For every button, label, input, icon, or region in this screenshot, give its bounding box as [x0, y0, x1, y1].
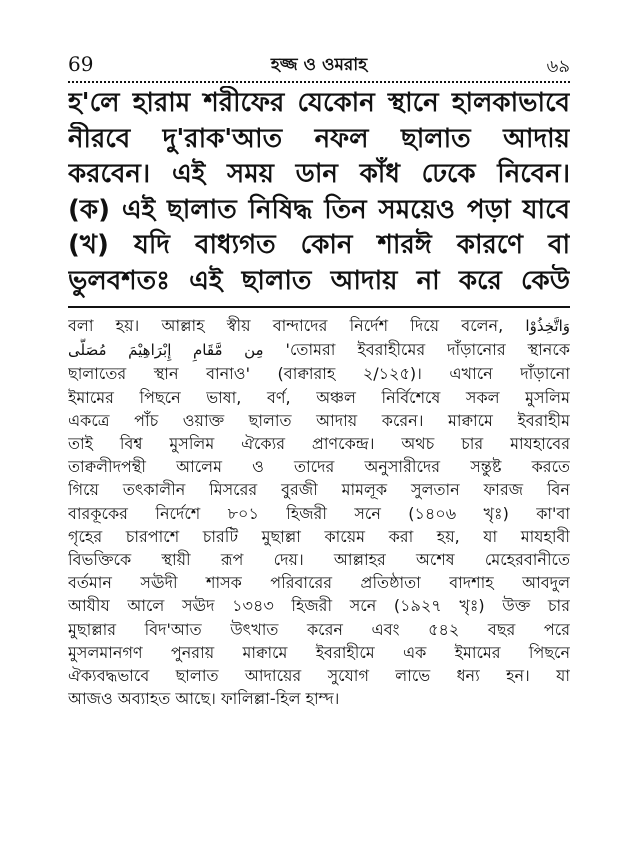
- page-number-right: ৬৯: [546, 56, 570, 77]
- footnote-line: বিভক্তিকে স্থায়ী রূপ দেয়। আল্লাহর অশেষ মেহেরবানীতে: [68, 550, 570, 570]
- footnote-line: ইমামের পিছনে ভাষা, বর্ণ, অঞ্চল নির্বিশেষে সকল মুসলিম: [68, 387, 570, 407]
- footnote-line: ছালাতের স্থান বানাও' (বাক্বারাহ ২/১২৫)। এখানে দাঁড়ানো: [68, 364, 570, 384]
- page-number-left: 69: [68, 52, 94, 76]
- main-text-line: করবেন। এই সময় ডান কাঁধ ঢেকে নিবেন।: [68, 159, 570, 189]
- footnote-line: তাই বিশ্ব মুসলিম ঐক্যের প্রাণকেন্দ্র। অথচ চার মাযহাবের: [68, 434, 570, 454]
- footnote-line: গৃহের চারপাশে চারটি মুছাল্লা কায়েম করা হয়, যা মাযহাবী: [68, 526, 570, 546]
- footnote-line: বর্তমান সঊদী শাসক পরিবারের প্রতিষ্ঠাতা বাদশাহ আবদুল: [68, 573, 570, 593]
- footnote-block: [68, 314, 570, 710]
- arabic-quote: مِن مَّقَامِ إِبْرَاهِيْمَ مُصَلًّى: [68, 341, 264, 360]
- page-header: [68, 52, 570, 82]
- footnote-line: মুসলমানগণ পুনরায় মাক্বামে ইবরাহীমে এক ইমামের পিছনে: [68, 642, 570, 662]
- footnote-line: আজও অব্যাহত আছে। ফালিল্লা-হিল হাম্দ।: [68, 689, 340, 709]
- main-text-line: (খ) যদি বাধ্যগত কোন শারঈ কারণে বা: [68, 230, 570, 260]
- main-text-line: (ক) এই ছালাত নিষিদ্ধ তিন সময়েও পড়া যাবে: [68, 194, 570, 225]
- footnote-line: আযীয আলে সঊদ ১৩৪৩ হিজরী সনে (১৯২৭ খৃঃ) উক্ত চার: [68, 596, 570, 616]
- footnote-line: ঐক্যবদ্ধভাবে ছালাত আদায়ের সুযোগ লাভে ধন্য হন। যা: [68, 666, 570, 686]
- main-text-line: হ'লে হারাম শরীফের যেকোন স্থানে হালকাভাবে: [68, 88, 570, 118]
- footnote-line: [68, 338, 570, 362]
- main-text-line: ভুলবশতঃ এই ছালাত আদায় না করে কেউ: [68, 265, 570, 296]
- main-text-line: নীরবে দু'রাক'আত নফল ছালাত আদায়: [68, 123, 570, 154]
- footnote-line: মুছাল্লার বিদ'আত উৎখাত করেন এবং ৫৪২ বছর পরে: [68, 619, 570, 639]
- footnote-line: বারকূকের নির্দেশে ৮০১ হিজরী সনে (১৪০৬ খৃঃ) কা'বা: [68, 503, 570, 523]
- main-text-block: [68, 86, 570, 299]
- header-dotted-rule: [68, 81, 570, 83]
- footnote-line: [68, 314, 570, 338]
- footnote-line: একত্রে পাঁচ ওয়াক্ত ছালাত আদায় করেন। মাক্বামে ইবরাহীম: [68, 410, 570, 430]
- footnote-line: গিয়ে তৎকালীন মিসরের বুরজী মামলূক সুলতান ফারজ বিন: [68, 480, 570, 500]
- footnote-text: 'তোমরা ইবরাহীমের দাঁড়ানোর স্থানকে: [285, 340, 570, 360]
- footnote-separator: [68, 306, 570, 308]
- running-title: হজ্জ ও ওমরাহ: [270, 55, 368, 75]
- footnote-line: তাক্বলীদপন্থী আলেম ও তাদের অনুসারীদের সন্তুষ্ট করতে: [68, 457, 570, 477]
- arabic-quote: وَاتَّخِذُوْا: [525, 317, 570, 335]
- footnote-text: বলা হয়। আল্লাহ স্বীয় বান্দাদের নির্দেশ দিয়ে বলেন,: [68, 316, 504, 335]
